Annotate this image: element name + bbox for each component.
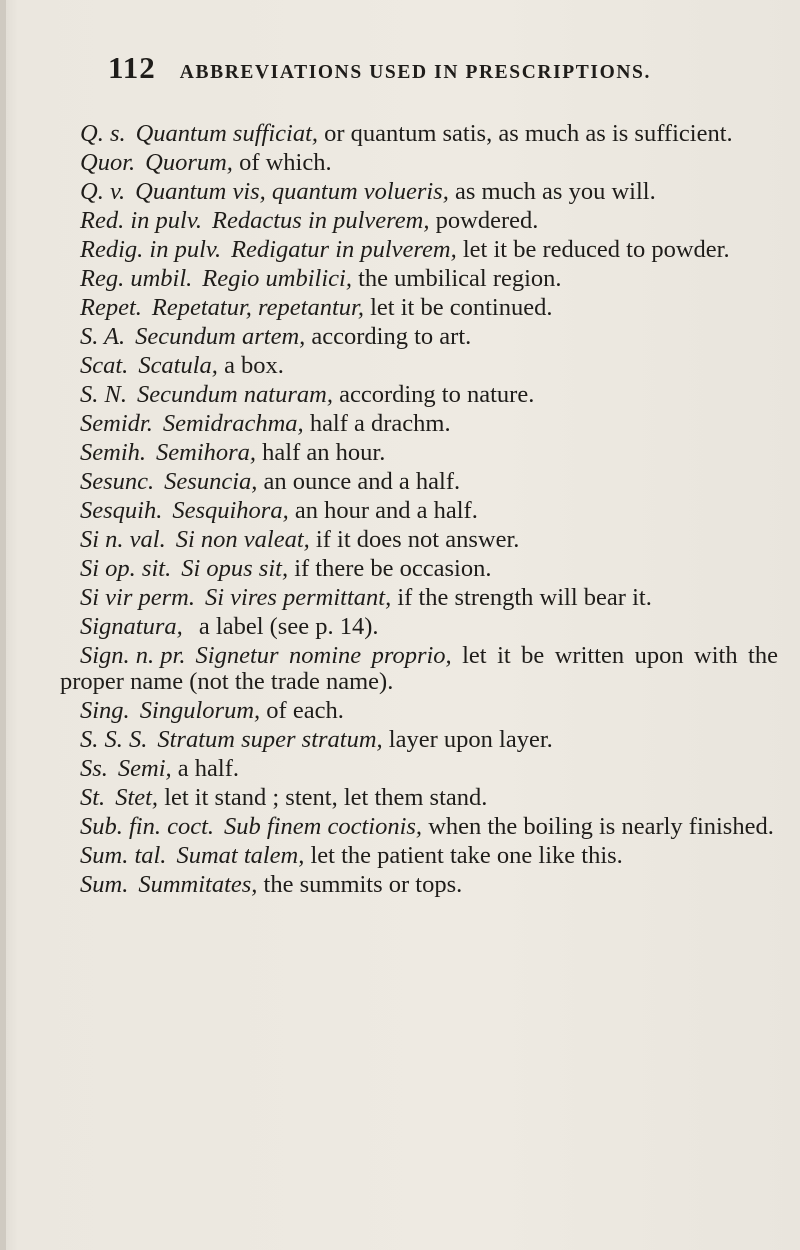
abbreviation: Sesquih.: [80, 496, 163, 524]
latin-phrase: Stet,: [115, 784, 159, 812]
abbreviation: Signatura,: [80, 612, 183, 640]
meaning: when the boiling is nearly finished.: [422, 813, 774, 841]
abbreviation: Semidr.: [80, 409, 153, 437]
list-item: [60, 843, 778, 870]
list-item: [60, 266, 778, 293]
abbreviation: Red. in pulv.: [80, 206, 203, 234]
list-item: [60, 382, 778, 409]
latin-phrase: Stratum super stratum,: [157, 726, 383, 754]
meaning: let it stand ; stent, let them stand.: [158, 784, 488, 812]
abbreviation: Sum. tal.: [80, 842, 167, 870]
meaning: if it does not answer.: [309, 525, 520, 553]
abbreviation: Quor.: [80, 148, 136, 176]
latin-phrase: Si vires permittant,: [205, 583, 392, 611]
meaning: of which.: [232, 148, 332, 176]
list-item: [60, 785, 778, 812]
abbreviation: Sing.: [80, 697, 130, 725]
meaning: let the patient take one like this.: [304, 842, 623, 870]
list-item: [60, 353, 778, 380]
abbreviation: Sum.: [80, 871, 129, 899]
meaning: the umbilical region.: [351, 264, 562, 292]
list-item: [60, 614, 778, 641]
latin-phrase: Sub finem coctionis,: [224, 813, 423, 841]
list-item: [60, 727, 778, 754]
abbreviation: S. S. S.: [80, 726, 148, 754]
meaning: the summits or tops.: [257, 871, 463, 899]
latin-phrase: Secundum artem,: [135, 322, 306, 350]
abbreviation: S. N.: [80, 380, 127, 408]
abbreviation: Si vir perm.: [80, 583, 195, 611]
latin-phrase: Sumat talem,: [176, 842, 305, 870]
latin-phrase: Redigatur in pulverem,: [231, 235, 457, 263]
meaning: according to nature.: [332, 380, 535, 408]
list-item: [60, 556, 778, 583]
list-item: [60, 585, 778, 612]
abbreviation: Scat.: [80, 351, 129, 379]
abbreviation: St.: [80, 784, 106, 812]
abbreviation: Semih.: [80, 438, 146, 466]
meaning: of each.: [260, 697, 344, 725]
abbreviation: Si n. val.: [80, 525, 166, 553]
latin-phrase: Sesquihora,: [172, 496, 289, 524]
abbreviation: Repet.: [80, 293, 142, 321]
latin-phrase: Singulorum,: [139, 697, 261, 725]
meaning: let it be written upon with the proper name (not the trade name).: [60, 641, 778, 696]
latin-phrase: Semi,: [117, 755, 172, 783]
list-item: [60, 872, 778, 899]
abbreviation: Sesunc.: [80, 467, 155, 495]
latin-phrase: Semidrachma,: [162, 409, 304, 437]
running-title: ABBREVIATIONS USED IN PRESCRIPTIONS.: [179, 62, 651, 83]
meaning: half an hour.: [256, 438, 386, 466]
abbreviation: Q. s.: [80, 120, 126, 147]
meaning: a box.: [217, 351, 284, 379]
meaning: an ounce and a half.: [257, 467, 461, 495]
meaning: according to art.: [305, 322, 472, 350]
page-number: 112: [108, 50, 156, 85]
list-item: [60, 150, 778, 177]
list-item: [60, 411, 778, 438]
meaning: as much as you will.: [448, 177, 656, 205]
meaning: layer upon layer.: [382, 726, 553, 754]
abbreviation: Si op. sit.: [80, 554, 172, 582]
list-item: [60, 237, 778, 264]
abbreviation: Reg. umbil.: [80, 264, 193, 292]
latin-phrase: Secundum naturam,: [136, 380, 333, 408]
list-item: [60, 121, 778, 148]
meaning: half a drachm.: [303, 409, 451, 437]
list-item: [60, 756, 778, 783]
latin-phrase: Semihora,: [156, 438, 257, 466]
list-item: [60, 698, 778, 725]
meaning: if the strength will bear it.: [391, 583, 652, 611]
meaning: or quantum satis, as much as is sufficient.: [318, 120, 733, 147]
latin-phrase: Quantum vis, quantum volueris,: [135, 177, 449, 205]
abbreviation: Sub. fin. coct.: [80, 813, 215, 841]
meaning: an hour and a half.: [288, 496, 478, 524]
list-item: [60, 527, 778, 554]
latin-phrase: Signetur nomine proprio,: [195, 641, 452, 669]
latin-phrase: Si non valeat,: [175, 525, 310, 553]
abbreviation: Q. v.: [80, 177, 126, 205]
list-item: [60, 295, 778, 322]
latin-phrase: Quantum sufficiat,: [135, 120, 318, 147]
list-item: [60, 469, 778, 496]
page-binding-edge: [0, 0, 6, 1250]
list-item: [60, 208, 778, 235]
abbreviation: Redig. in pulv.: [80, 235, 222, 263]
abbreviation: S. A.: [80, 322, 126, 350]
list-item: [60, 643, 778, 696]
meaning: a half.: [171, 755, 240, 783]
latin-phrase: Repetatur, repetantur,: [151, 293, 364, 321]
list-item: [60, 440, 778, 467]
meaning: let it be continued.: [363, 293, 553, 321]
abbreviation-list: [60, 121, 778, 901]
meaning: powdered.: [429, 206, 539, 234]
abbreviation: Sign. n. pr.: [80, 641, 186, 669]
list-item: [60, 324, 778, 351]
latin-phrase: Scatula,: [138, 351, 218, 379]
abbreviation: Ss.: [80, 755, 108, 783]
latin-phrase: Summitates,: [138, 871, 258, 899]
meaning: let it be reduced to powder.: [456, 235, 730, 263]
latin-phrase: Redactus in pulverem,: [212, 206, 430, 234]
list-item: [60, 498, 778, 525]
latin-phrase: Regio umbilici,: [202, 264, 352, 292]
latin-phrase: Quorum,: [145, 148, 233, 176]
list-item: [60, 814, 778, 841]
latin-phrase: Sesuncia,: [164, 467, 258, 495]
meaning: if there be occasion.: [288, 554, 492, 582]
latin-phrase: Si opus sit,: [181, 554, 289, 582]
list-item: [60, 179, 778, 206]
meaning: a label (see p. 14).: [192, 612, 379, 640]
page-header: [108, 50, 768, 98]
